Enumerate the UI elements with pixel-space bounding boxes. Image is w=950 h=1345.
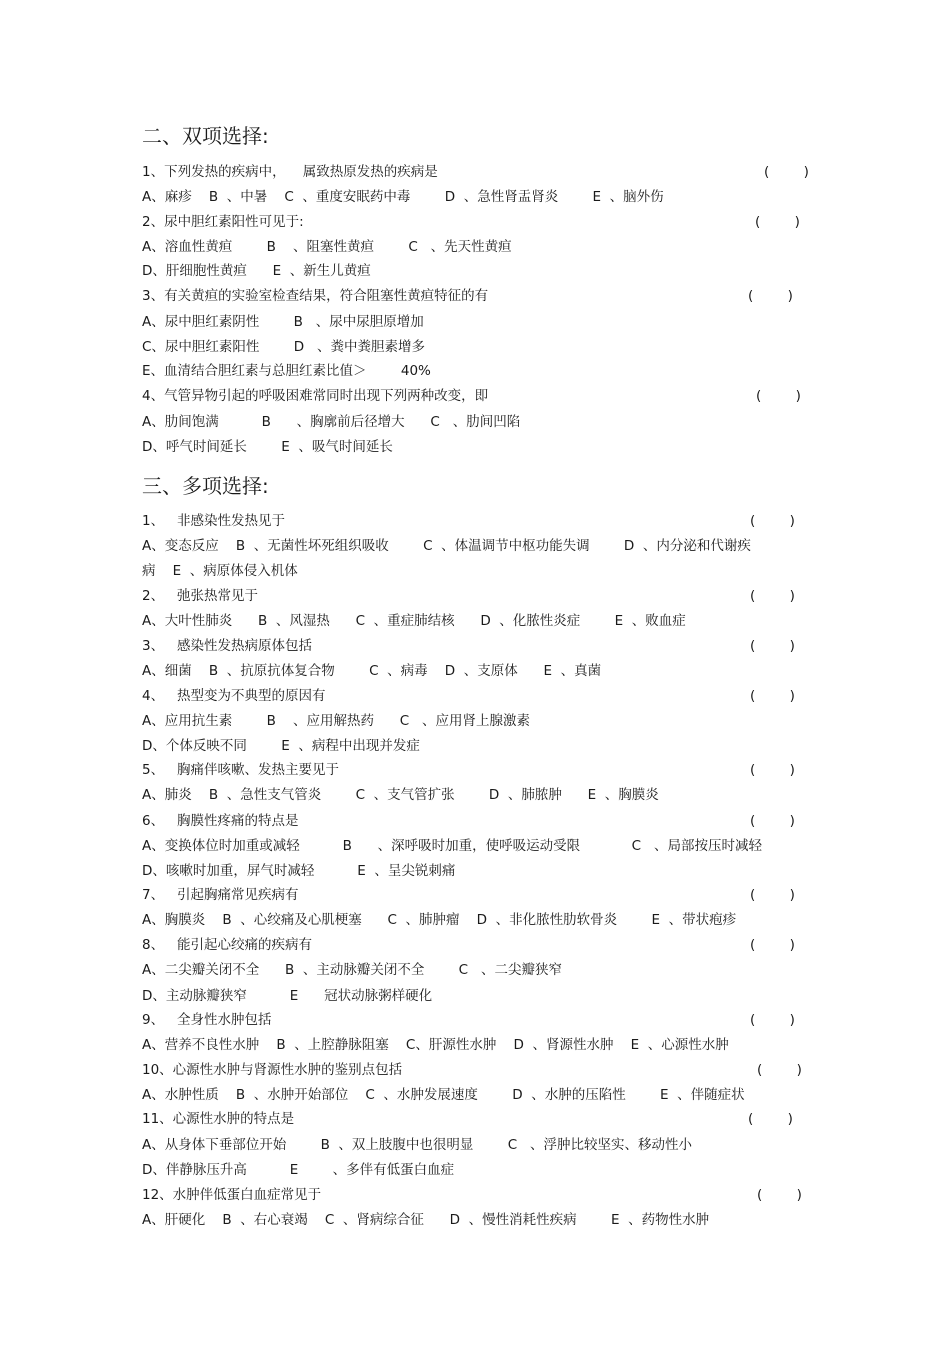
option-line: A、肋间饱满 B 、胸廓前后径增大 C 、肋间凹陷 [142,414,521,430]
option-line: 病 E 、病原体侵入机体 [142,563,298,579]
option-line: D、肝细胞性黄疸 E 、新生儿黄疸 [142,263,371,279]
question-text: 10、心源性水肿与肾源性水肿的鉴别点包括 [142,1062,403,1078]
answer-bracket: ( ) [748,1111,793,1127]
question-text: 9、 全身性水肿包括 [142,1012,272,1028]
question-text: 1、下列发热的疾病中， 属致热原发热的疾病是 [142,164,438,180]
option-line: A、肝硬化 B 、右心衰竭 C 、肾病综合征 D 、慢性消耗性疾病 E 、药物性水肿 [142,1212,710,1228]
option-line: A、应用抗生素 B 、应用解热药 C 、应用肾上腺激素 [142,713,531,729]
option-line: A、麻疹 B 、中暑 C 、重度安眠药中毒 D 、急性肾盂肾炎 E 、脑外伤 [142,189,664,205]
answer-bracket: ( ) [750,937,795,953]
answer-bracket: ( ) [748,288,793,304]
question-text: 1、 非感染性发热见于 [142,513,285,529]
question-text: 4、 热型变为不典型的原因有 [142,688,326,704]
option-line: A、水肿性质 B 、水肿开始部位 C 、水肿发展速度 D 、水肿的压陷性 E 、伴随症状 [142,1087,745,1103]
answer-bracket: ( ) [750,513,795,529]
answer-bracket: ( ) [750,813,795,829]
answer-bracket: ( ) [750,887,795,903]
question-text: 2、尿中胆红素阳性可见于: [142,214,304,230]
question-text: 8、 能引起心绞痛的疾病有 [142,937,312,953]
option-line: D、呼气时间延长 E 、吸气时间延长 [142,439,393,455]
option-line: E、血清结合胆红素与总胆红素比值＞ 40% [142,363,431,379]
option-line: A、溶血性黄疸 B 、阻塞性黄疸 C 、先天性黄疸 [142,239,512,255]
option-line: A、从身体下垂部位开始 B 、双上肢腹中也很明显 C 、浮肿比较坚实、移动性小 [142,1137,693,1153]
section-title: 三、多项选择: [142,474,269,498]
option-line: A、大叶性肺炎 B 、风湿热 C 、重症肺结核 D 、化脓性炎症 E 、败血症 [142,613,686,629]
option-line: A、尿中胆红素阴性 B 、尿中尿胆原增加 [142,314,424,330]
option-line: A、细菌 B 、抗原抗体复合物 C 、病毒 D 、支原体 E 、真菌 [142,663,602,679]
option-line: A、变态反应 B 、无菌性坏死组织吸收 C 、体温调节中枢功能失调 D 、内分泌和代谢疾 [142,538,751,554]
option-line: D、咳嗽时加重，屏气时减轻 E 、呈尖锐刺痛 [142,863,456,879]
option-line: D、伴静脉压升高 E 、多伴有低蛋白血症 [142,1162,455,1178]
option-line: D、主动脉瓣狭窄 E 冠状动脉粥样硬化 [142,988,433,1004]
answer-bracket: ( ) [750,688,795,704]
question-text: 7、 引起胸痛常见疾病有 [142,887,299,903]
option-line: A、营养不良性水肿 B 、上腔静脉阻塞 C、肝源性水肿 D 、肾源性水肿 E 、心源性水肿 [142,1037,729,1053]
question-text: 2、 弛张热常见于 [142,588,258,604]
answer-bracket: ( ) [750,638,795,654]
question-text: 11、心源性水肿的特点是 [142,1111,295,1127]
question-text: 3、 感染性发热病原体包括 [142,638,312,654]
option-line: A、肺炎 B 、急性支气管炎 C 、支气管扩张 D 、肺脓肿 E 、胸膜炎 [142,787,659,803]
option-line: A、二尖瓣关闭不全 B 、主动脉瓣关闭不全 C 、二尖瓣狭窄 [142,962,562,978]
question-text: 5、 胸痛伴咳嗽、发热主要见于 [142,762,339,778]
option-line: D、个体反映不同 E 、病程中出现并发症 [142,738,420,754]
question-text: 6、 胸膜性疼痛的特点是 [142,813,299,829]
answer-bracket: ( ) [750,1012,795,1028]
question-text: 3、有关黄疸的实验室检查结果，符合阻塞性黄疸特征的有 [142,288,489,304]
option-line: A、变换体位时加重或减轻 B 、深呼吸时加重，使呼吸运动受限 C 、局部按压时减轻 [142,838,762,854]
option-line: A、胸膜炎 B 、心绞痛及心肌梗塞 C 、肺肿瘤 D 、非化脓性肋软骨炎 E 、带状疱疹 [142,912,737,928]
answer-bracket: ( ) [764,164,809,180]
answer-bracket: ( ) [756,388,801,404]
answer-bracket: ( ) [750,762,795,778]
answer-bracket: ( ) [755,214,800,230]
question-text: 12、水肿伴低蛋白血症常见于 [142,1187,322,1203]
answer-bracket: ( ) [750,588,795,604]
option-line: C、尿中胆红素阳性 D 、粪中粪胆素增多 [142,339,426,355]
section-title: 二、双项选择: [142,124,269,148]
answer-bracket: ( ) [757,1062,802,1078]
question-text: 4、气管异物引起的呼吸困难常同时出现下列两种改变，即 [142,388,489,404]
answer-bracket: ( ) [757,1187,802,1203]
